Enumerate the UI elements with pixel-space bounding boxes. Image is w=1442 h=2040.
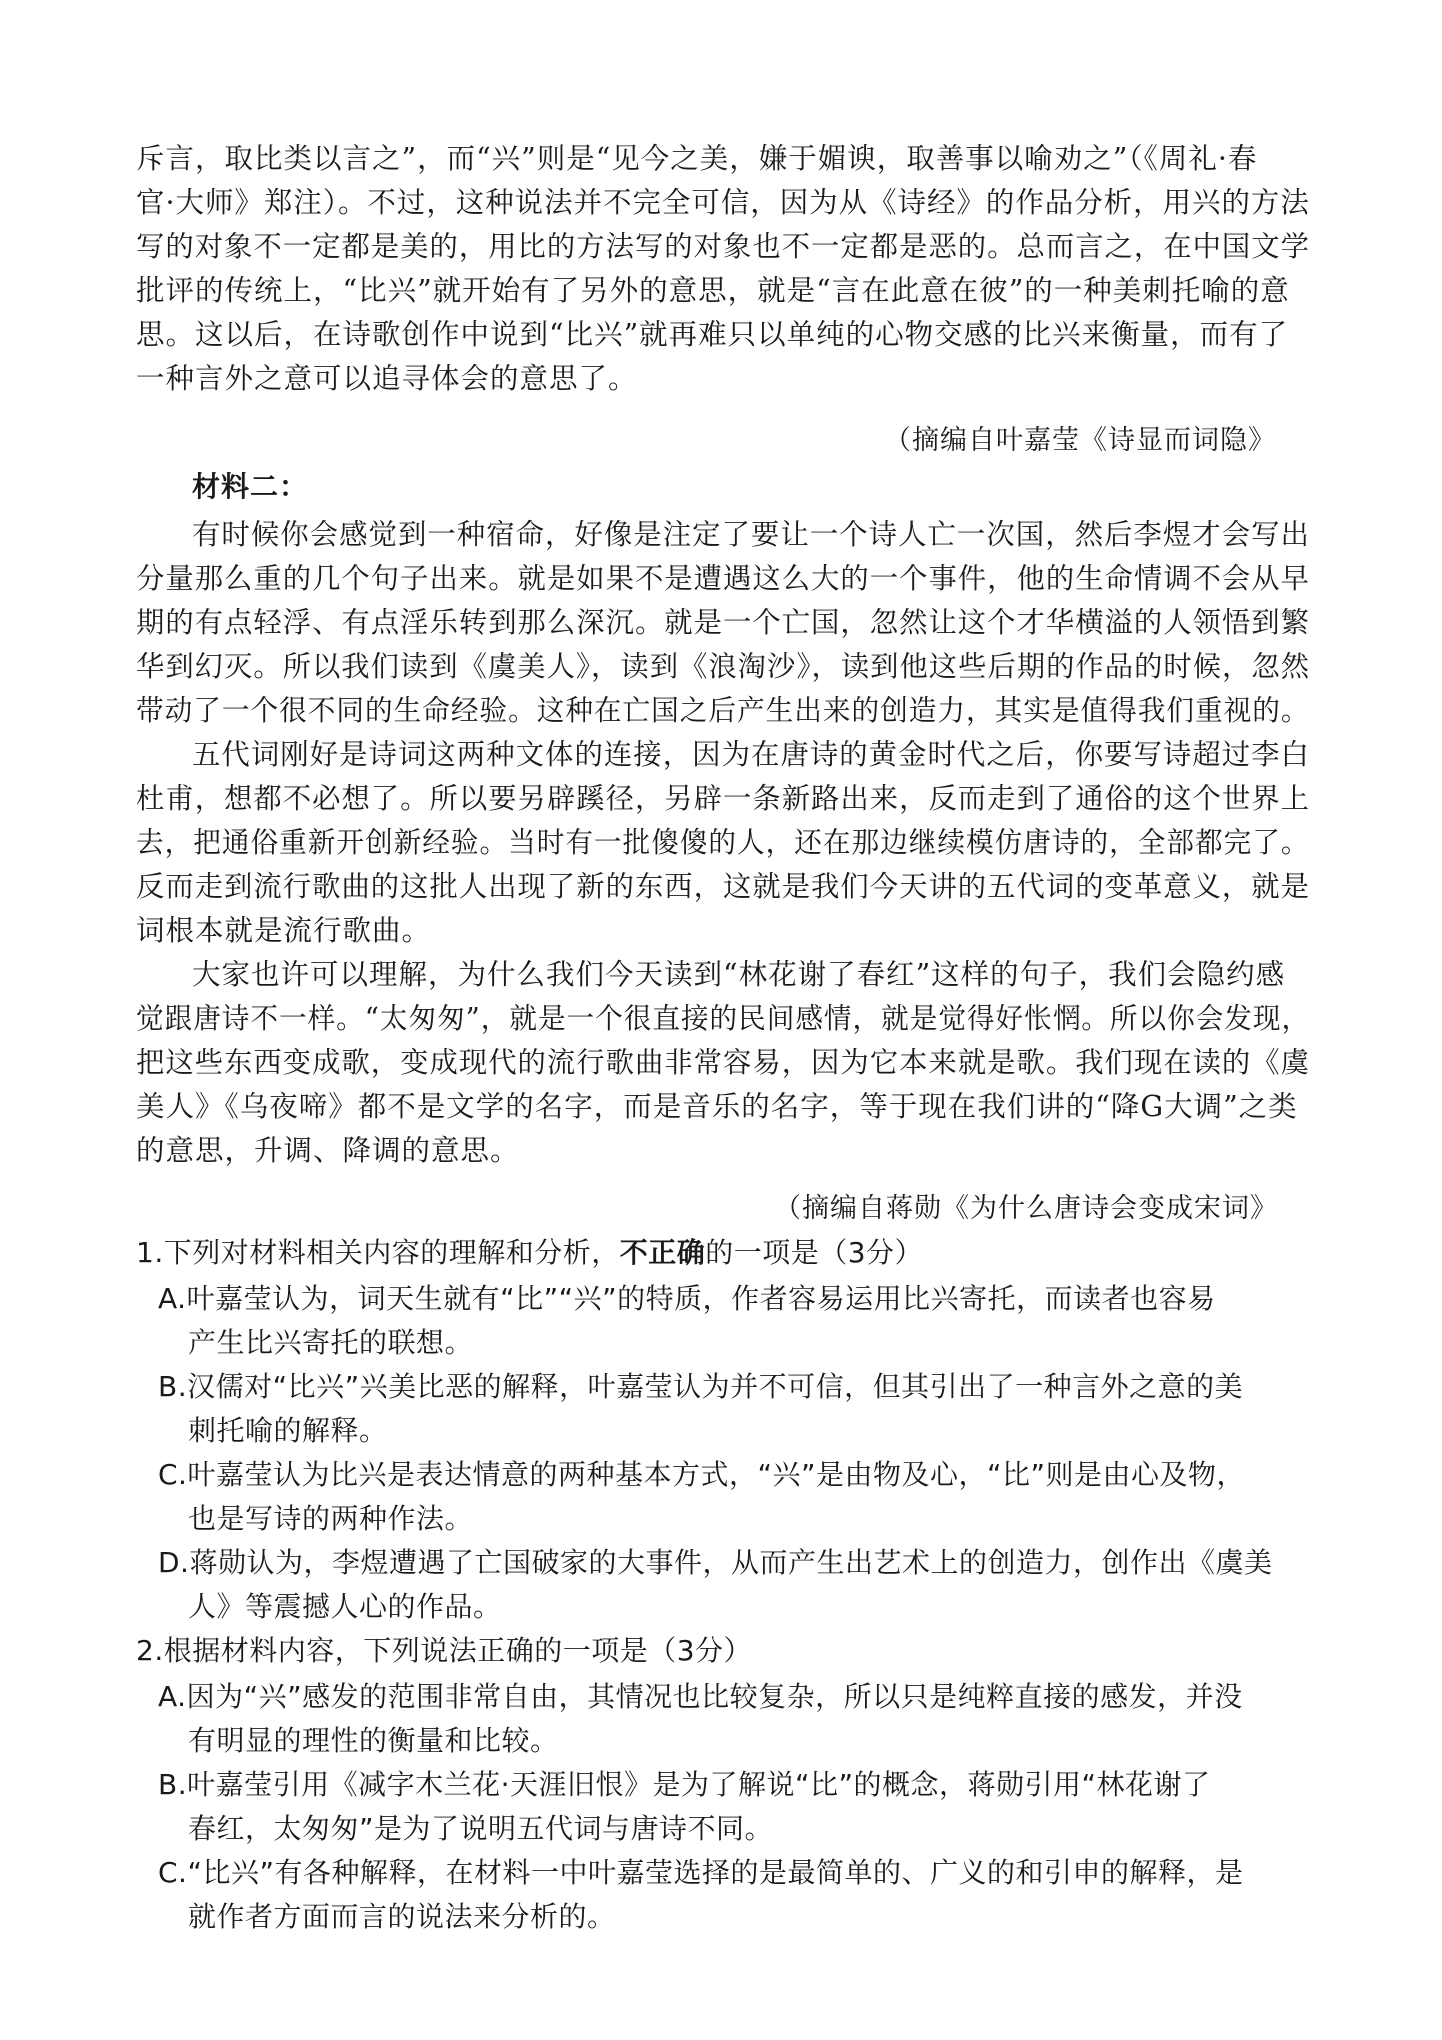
question-1-option-c-cont: 也是写诗的两种作法。 (188, 1502, 474, 1535)
material-two-line: 五代词刚好是诗词这两种文体的连接，因为在唐诗的黄金时代之后，你要写诗超过李白 (192, 738, 1310, 771)
material-one-line: 一种言外之意可以追寻体会的意思了。 (136, 362, 638, 395)
material-one-line: 斥言，取比类以言之”，而“兴”则是“见今之美，嫌于媚谀，取善事以喻劝之”（《周礼·春 (136, 142, 1258, 175)
material-two-line: 大家也许可以理解，为什么我们今天读到“林花谢了春红”这样的句子，我们会隐约感 (192, 958, 1286, 991)
material-one-line: 思。这以后，在诗歌创作中说到“比兴”就再难只以单纯的心物交感的比兴来衡量，而有了 (136, 318, 1289, 351)
material-one-line: 批评的传统上，“比兴”就开始有了另外的意思，就是“言在此意在彼”的一种美刺托喻的意 (136, 274, 1290, 307)
question-1-option-a-cont: 产生比兴寄托的联想。 (188, 1326, 474, 1359)
material-two-line: 的意思，升调、降调的意思。 (136, 1134, 520, 1167)
question-1-stem-suffix: 的一项是（3分） (705, 1236, 924, 1269)
question-1-option-c: C.叶嘉莹认为比兴是表达情意的两种基本方式，“兴”是由物及心，“比”则是由心及物， (158, 1458, 1245, 1491)
material-two-line: 去，把通俗重新开创新经验。当时有一批傻傻的人，还在那边继续模仿唐诗的，全部都完了。 (136, 826, 1310, 859)
question-2-option-b-cont: 春红，太匆匆”是为了说明五代词与唐诗不同。 (188, 1812, 774, 1845)
material-two-line: 华到幻灭。所以我们读到《虞美人》，读到《浪淘沙》，读到他这些后期的作品的时候，忽然 (136, 650, 1311, 683)
material-two-line: 有时候你会感觉到一种宿命，好像是注定了要让一个诗人亡一次国，然后李煜才会写出 (192, 518, 1310, 551)
material-two-source: （摘编自蒋勋《为什么唐诗会变成宋词》 (774, 1193, 1278, 1224)
question-1-stem-prefix: 1.下列对材料相关内容的理解和分析， (136, 1236, 620, 1269)
material-two-line: 反而走到流行歌曲的这批人出现了新的东西，这就是我们今天讲的五代词的变革意义，就是 (136, 870, 1310, 903)
material-two-line: 词根本就是流行歌曲。 (136, 914, 432, 947)
question-1-option-b-cont: 刺托喻的解释。 (188, 1414, 388, 1447)
question-2-option-c-cont: 就作者方面而言的说法来分析的。 (188, 1900, 616, 1933)
question-1-option-a: A.叶嘉莹认为，词天生就有“比”“兴”的特质，作者容易运用比兴寄托，而读者也容易 (158, 1282, 1216, 1315)
question-2-stem: 2.根据材料内容，下列说法正确的一项是（3分） (136, 1634, 753, 1667)
question-1-stem (136, 1236, 923, 1270)
question-2-option-a-cont: 有明显的理性的衡量和比较。 (188, 1724, 559, 1757)
question-2-option-b: B.叶嘉莹引用《减字木兰花·天涯旧恨》是为了解说“比”的概念，蒋勋引用“林花谢了 (158, 1768, 1211, 1801)
material-two-line: 杜甫，想都不必想了。所以要另辟蹊径，另辟一条新路出来，反而走到了通俗的这个世界上 (136, 782, 1310, 815)
question-1-option-d: D.蒋勋认为，李煜遭遇了亡国破家的大事件，从而产生出艺术上的创造力，创作出《虞美 (158, 1546, 1273, 1579)
question-1-option-d-cont: 人》等震撼人心的作品。 (188, 1590, 502, 1623)
question-2-option-a: A.因为“兴”感发的范围非常自由，其情况也比较复杂，所以只是纯粹直接的感发，并没 (158, 1680, 1243, 1713)
material-two-line: 期的有点轻浮、有点淫乐转到那么深沉。就是一个亡国，忽然让这个才华横溢的人领悟到繁 (136, 606, 1310, 639)
material-two-line: 把这些东西变成歌，变成现代的流行歌曲非常容易，因为它本来就是歌。我们现在读的《虞 (136, 1046, 1310, 1079)
question-1-stem-emphasis: 不正确 (619, 1236, 706, 1269)
material-two-line: 觉跟唐诗不一样。“太匆匆”，就是一个很直接的民间感情，就是觉得好怅惘。所以你会发现， (136, 1002, 1311, 1035)
material-two-line: 美人》《乌夜啼》都不是文学的名字，而是音乐的名字，等于现在我们讲的“降G大调”之类 (136, 1090, 1298, 1123)
material-two-line: 带动了一个很不同的生命经验。这种在亡国之后产生出来的创造力，其实是值得我们重视的。 (136, 694, 1310, 727)
material-one-source: （摘编自叶嘉莹《诗显而词隐》 (884, 425, 1276, 456)
material-one-line: 官·大师》郑注）。不过，这种说法并不完全可信，因为从《诗经》的作品分析，用兴的方法 (136, 186, 1310, 219)
material-two-heading: 材料二： (192, 470, 309, 503)
material-one-line: 写的对象不一定都是美的，用比的方法写的对象也不一定都是恶的。总而言之，在中国文学 (136, 230, 1310, 263)
question-2-option-c: C.“比兴”有各种解释，在材料一中叶嘉莹选择的是最简单的、广义的和引申的解释，是 (158, 1856, 1244, 1889)
material-two-line: 分量那么重的几个句子出来。就是如果不是遭遇这么大的一个事件，他的生命情调不会从早 (136, 562, 1310, 595)
question-1-option-b: B.汉儒对“比兴”兴美比恶的解释，叶嘉莹认为并不可信，但其引出了一种言外之意的美 (158, 1370, 1244, 1403)
